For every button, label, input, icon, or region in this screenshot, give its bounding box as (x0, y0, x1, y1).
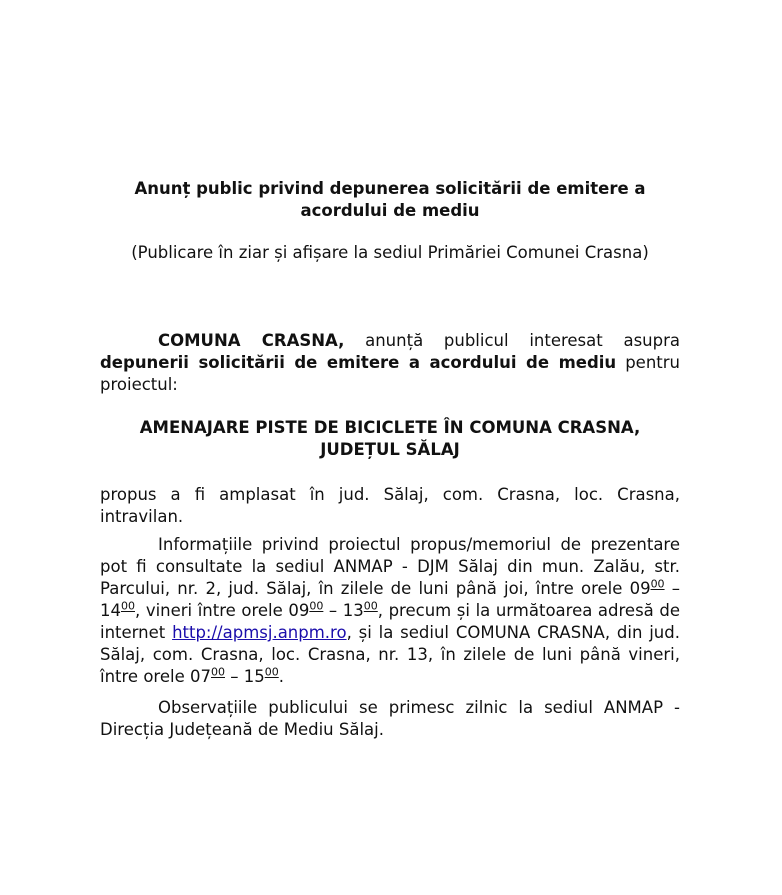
time-superscript: 00 (309, 599, 324, 613)
intro-text-2: pentru proiectul: (100, 353, 680, 394)
observations-paragraph: Observațiile publicului se primesc zilnic la sediul ANMAP - Direcția Județeană de Mediu Sălaj. (100, 698, 680, 739)
time-superscript: 00 (210, 665, 225, 679)
intro-paragraph (100, 330, 680, 396)
project-title: AMENAJARE PISTE DE BICICLETE ÎN COMUNA CRASNA, JUDEȚUL SĂLAJ (139, 418, 641, 459)
info-text-2: – 14 (100, 579, 680, 620)
time-superscript: 00 (363, 599, 378, 613)
info-text-8: . (278, 667, 284, 686)
intro-text-1: anunță publicul interesat asupra (344, 331, 680, 350)
info-text-7: – 15 (224, 667, 265, 686)
apm-website-link[interactable]: http://apmsj.anpm.ro (172, 623, 347, 642)
intro-bold-text: depunerii solicitării de emitere a acordului de mediu (100, 353, 617, 372)
info-text-6: , și la sediul COMUNA CRASNA, din jud. Sălaj, com. Crasna, loc. Crasna, nr. 13, în zilele de luni până vineri, între orele 07 (100, 623, 680, 686)
location-paragraph: propus a fi amplasat în jud. Sălaj, com. Crasna, loc. Crasna, intravilan. (100, 485, 680, 526)
info-text-3: , vineri între orele 09 (135, 601, 310, 620)
info-text-5: , precum și la următoarea adresă de internet (100, 601, 680, 642)
time-superscript: 00 (121, 599, 135, 613)
time-superscript: 00 (264, 665, 279, 679)
announcement-title: Anunț public privind depunerea solicitării de emitere a acordului de mediu (134, 179, 646, 220)
info-paragraph (100, 534, 680, 688)
time-superscript: 00 (650, 577, 665, 591)
announcement-subtitle: (Publicare în ziar și afișare la sediul Primăriei Comunei Crasna) (131, 243, 649, 262)
entity-name: COMUNA CRASNA, (158, 331, 345, 350)
info-text-1: Informațiile privind proiectul propus/memoriul de prezentare pot fi consultate la sediul ANMAP - DJM Sălaj din mun. Zalău, str. Parcului, nr. 2, jud. Sălaj, în zilele de luni până joi, între orele 09 (100, 535, 680, 598)
info-text-4: – 13 (323, 601, 364, 620)
